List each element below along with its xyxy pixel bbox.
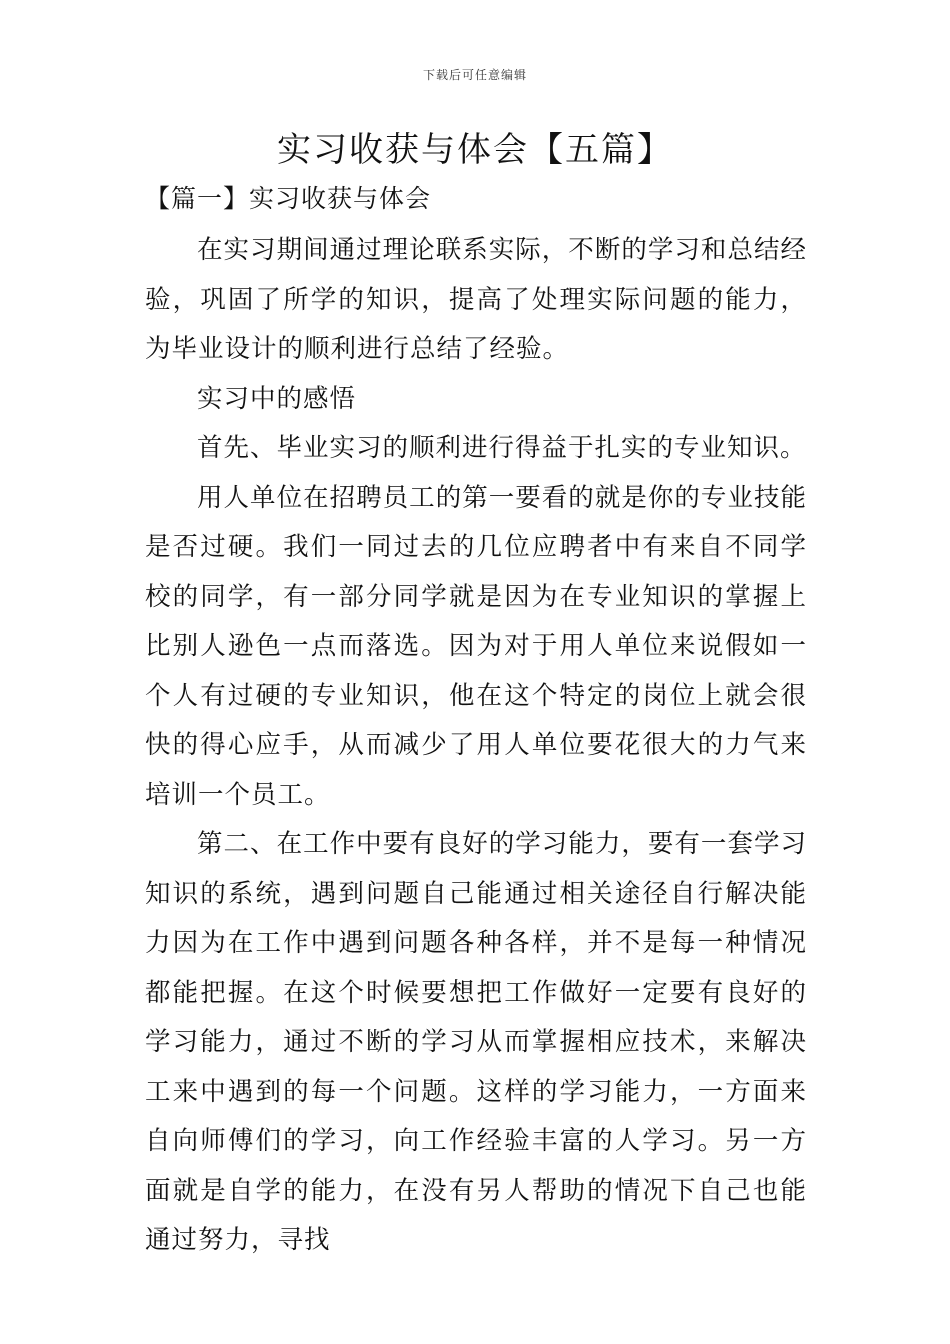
paragraph: 首先、毕业实习的顺利进行得益于扎实的专业知识。 bbox=[197, 433, 807, 463]
paragraph: 在实习期间通过理论联系实际，不断的学习和总结经验，巩固了所学的知识，提高了处理实际问题的能力，为毕业设计的顺利进行总结了经验。 bbox=[145, 235, 807, 364]
paragraph: 第二、在工作中要有良好的学习能力，要有一套学习知识的系统，遇到问题自己能通过相关途径自行解决能力因为在工作中遇到问题各种各样，并不是每一种情况都能把握。在这个时候要想把工作做好一定要有良好的学习能力，通过不断的学习从而掌握相应技术，来解决工来中遇到的每一个问题。这样的学习能力，一方面来自向师傅们的学习，向工作经验丰富的人学习。另一方面就是自学的能力，在没有另人帮助的情况下自己也能通过努力，寻找 bbox=[145, 829, 807, 1255]
paragraph: 用人单位在招聘员工的第一要看的就是你的专业技能是否过硬。我们一同过去的几位应聘者中有来自不同学校的同学，有一部分同学就是因为在专业知识的掌握上比别人逊色一点而落选。因为对于用人单位来说假如一个人有过硬的专业知识，他在这个特定的岗位上就会很快的得心应手，从而减少了用人单位要花很大的力气来培训一个员工。 bbox=[145, 482, 807, 810]
document-title: 实习收获与体会【五篇】 bbox=[277, 130, 673, 170]
header-note: 下载后可任意编辑 bbox=[422, 68, 527, 82]
section-heading: 【篇一】实习收获与体会 bbox=[145, 184, 432, 213]
document-body bbox=[145, 226, 807, 1266]
paragraph-subheading: 实习中的感悟 bbox=[197, 383, 357, 414]
